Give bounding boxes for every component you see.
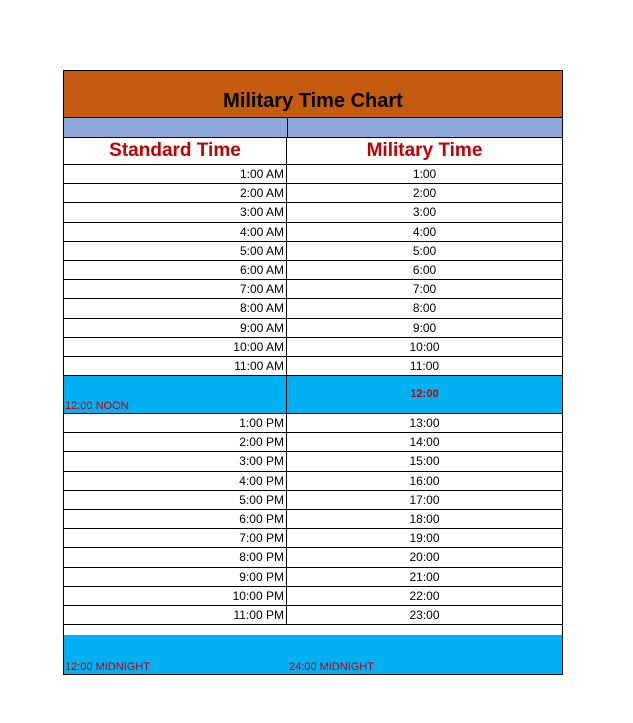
military-time-cell: 8:00 [412,301,437,316]
standard-time-cell: 4:00 AM [64,223,287,241]
table-row [63,203,563,222]
military-time-cell: 4:00 [412,224,437,239]
standard-time-cell: 8:00 PM [64,548,287,566]
table-row [63,165,563,184]
standard-time-cell: 9:00 PM [64,568,287,586]
military-time-cell: 6:00 [412,262,437,277]
military-time-cell: 13:00 [409,416,440,431]
table-row [63,606,563,625]
military-time-cell: 22:00 [409,588,440,603]
midnight-row [63,635,563,675]
military-time-cell: 21:00 [409,569,440,584]
standard-time-cell: 6:00 PM [64,510,287,528]
military-time-cell: 10:00 [409,339,440,354]
military-time-cell: 3:00 [412,205,437,220]
standard-time-cell: 5:00 PM [64,491,287,509]
military-time-cell: 19:00 [409,531,440,546]
military-time-cell: 1:00 [412,167,437,181]
military-time-cell: 16:00 [409,473,440,488]
military-time-cell: 20:00 [409,550,440,565]
midnight-military-cell: 24:00 MIDNIGHT [289,661,374,674]
table-row [63,261,563,280]
military-time-cell: 18:00 [409,512,440,526]
standard-time-cell: 3:00 PM [64,452,287,470]
table-row [63,357,563,376]
table-row [63,472,563,491]
midnight-standard-cell: 12:00 MIDNIGHT [65,661,150,674]
table-row [63,510,563,529]
standard-time-cell: 6:00 AM [64,261,287,279]
military-time-cell: 15:00 [409,454,440,469]
military-time-cell: 23:00 [409,607,440,622]
standard-time-cell: 11:00 PM [64,606,287,624]
standard-time-cell: 4:00 PM [64,472,287,490]
table-row [63,338,563,357]
standard-time-cell: 3:00 AM [64,203,287,221]
standard-time-cell: 1:00 AM [64,165,287,183]
am-rows [63,165,563,376]
standard-time-cell: 7:00 AM [64,280,287,298]
noon-military-cell: 12:00 [410,388,439,401]
table-row [63,319,563,338]
table-row [63,529,563,548]
military-time-cell: 5:00 [412,243,437,258]
military-time-cell: 14:00 [409,435,440,450]
standard-time-cell: 2:00 AM [64,184,287,202]
noon-standard-cell: 12:00 NOON [64,376,287,413]
band-cell-left [64,118,288,137]
military-time-cell: 9:00 [412,320,437,335]
title-bar [63,70,563,117]
standard-time-cell: 1:00 PM [64,414,287,432]
table-row [63,548,563,567]
military-time-cell: 2:00 [412,186,437,201]
table-row [63,587,563,606]
table-row [63,568,563,587]
standard-time-cell: 10:00 AM [64,338,287,356]
military-time-table [63,70,563,675]
table-row [63,223,563,242]
standard-time-cell: 11:00 AM [64,357,287,375]
noon-row [63,376,563,414]
table-row [63,242,563,261]
standard-time-header: Standard Time [64,138,287,164]
table-row [63,433,563,452]
page-title: Military Time Chart [223,90,403,112]
standard-time-cell: 8:00 AM [64,299,287,317]
pm-rows [63,414,563,625]
table-row [63,414,563,433]
military-time-cell: 11:00 [409,358,440,373]
standard-time-cell: 7:00 PM [64,529,287,547]
standard-time-cell: 9:00 AM [64,319,287,337]
table-row [63,280,563,299]
military-time-cell: 17:00 [409,492,440,507]
standard-time-cell: 2:00 PM [64,433,287,451]
spacer-row [63,625,563,635]
table-row [63,299,563,318]
header-band [63,117,563,137]
standard-time-cell: 5:00 AM [64,242,287,260]
table-row [63,452,563,471]
military-time-header: Military Time [366,140,483,161]
table-row [63,184,563,203]
table-row [63,491,563,510]
column-header-row [63,137,563,165]
military-time-cell: 7:00 [412,282,437,297]
standard-time-cell: 10:00 PM [64,587,287,605]
